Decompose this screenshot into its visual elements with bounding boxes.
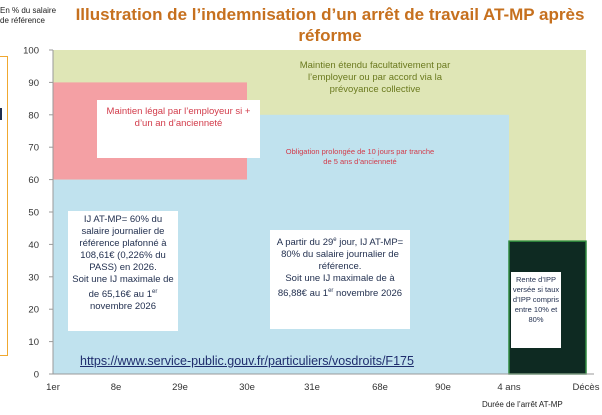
- x-tick-label: 8e: [110, 382, 122, 393]
- x-tick-label: 68e: [372, 382, 388, 393]
- y-tick-label: 10: [28, 337, 39, 349]
- annotation-ij-after-29: A partir du 29e jour, IJ AT-MP= 80% du salaire journalier de référence. Soit une IJ maximale de à 86,88€ au 1er novembre 2026: [270, 230, 410, 329]
- y-axis-label: En % du salaire de référence: [0, 6, 57, 25]
- annotation-extended: Maintien étendu facultativement par l’employeur ou par accord via la prévoyance collective: [299, 60, 451, 95]
- x-tick-label: 90e: [435, 382, 451, 393]
- x-tick-label: 30e: [239, 382, 255, 393]
- x-tick-label: Décès: [572, 382, 600, 393]
- y-tick-label: 20: [28, 304, 39, 316]
- x-axis-label: Durée de l’arrêt AT-MP: [482, 400, 563, 409]
- source-link[interactable]: https://www.service-public.gouv.fr/particuliers/vosdroits/F175: [80, 354, 414, 368]
- y-tick-label: 60: [28, 175, 39, 187]
- annotation-prolonged-obligation: Obligation prolongée de 10 jours par tranche de 5 ans d’ancienneté: [285, 147, 435, 166]
- y-tick-label: 40: [28, 239, 39, 251]
- chart-title: Illustration de l’indemnisation d’un arrêt de travail AT-MP après réforme: [75, 5, 585, 45]
- annotation-ipp-annuity: Rente d’IPP versée si taux d’IPP compris entre 10% et 80%: [511, 272, 561, 348]
- annotation-legal-maintenance: Maintien légal par l’employeur si + d’un an d’ancienneté: [97, 100, 260, 158]
- y-tick-label: 90: [28, 77, 39, 89]
- annotation-ij-before-29: IJ AT-MP= 60% du salaire journalier de référence plafonné à 108,61€ (0,226% du PASS) en 2026. Soit une IJ maximale de de 65,16€ au 1er novembre 2026: [68, 211, 178, 331]
- x-tick-label: 29e: [172, 382, 188, 393]
- y-tick-label: 30: [28, 272, 39, 284]
- y-tick-label: 70: [28, 142, 39, 154]
- y-tick-label: 80: [28, 110, 39, 122]
- x-tick-label: 1er: [46, 382, 60, 393]
- x-tick-label: 31e: [304, 382, 320, 393]
- y-tick-label: 100: [23, 45, 39, 57]
- x-tick-label: 4 ans: [497, 382, 521, 393]
- y-tick-label: 50: [28, 207, 39, 219]
- y-tick-label: 0: [33, 369, 39, 381]
